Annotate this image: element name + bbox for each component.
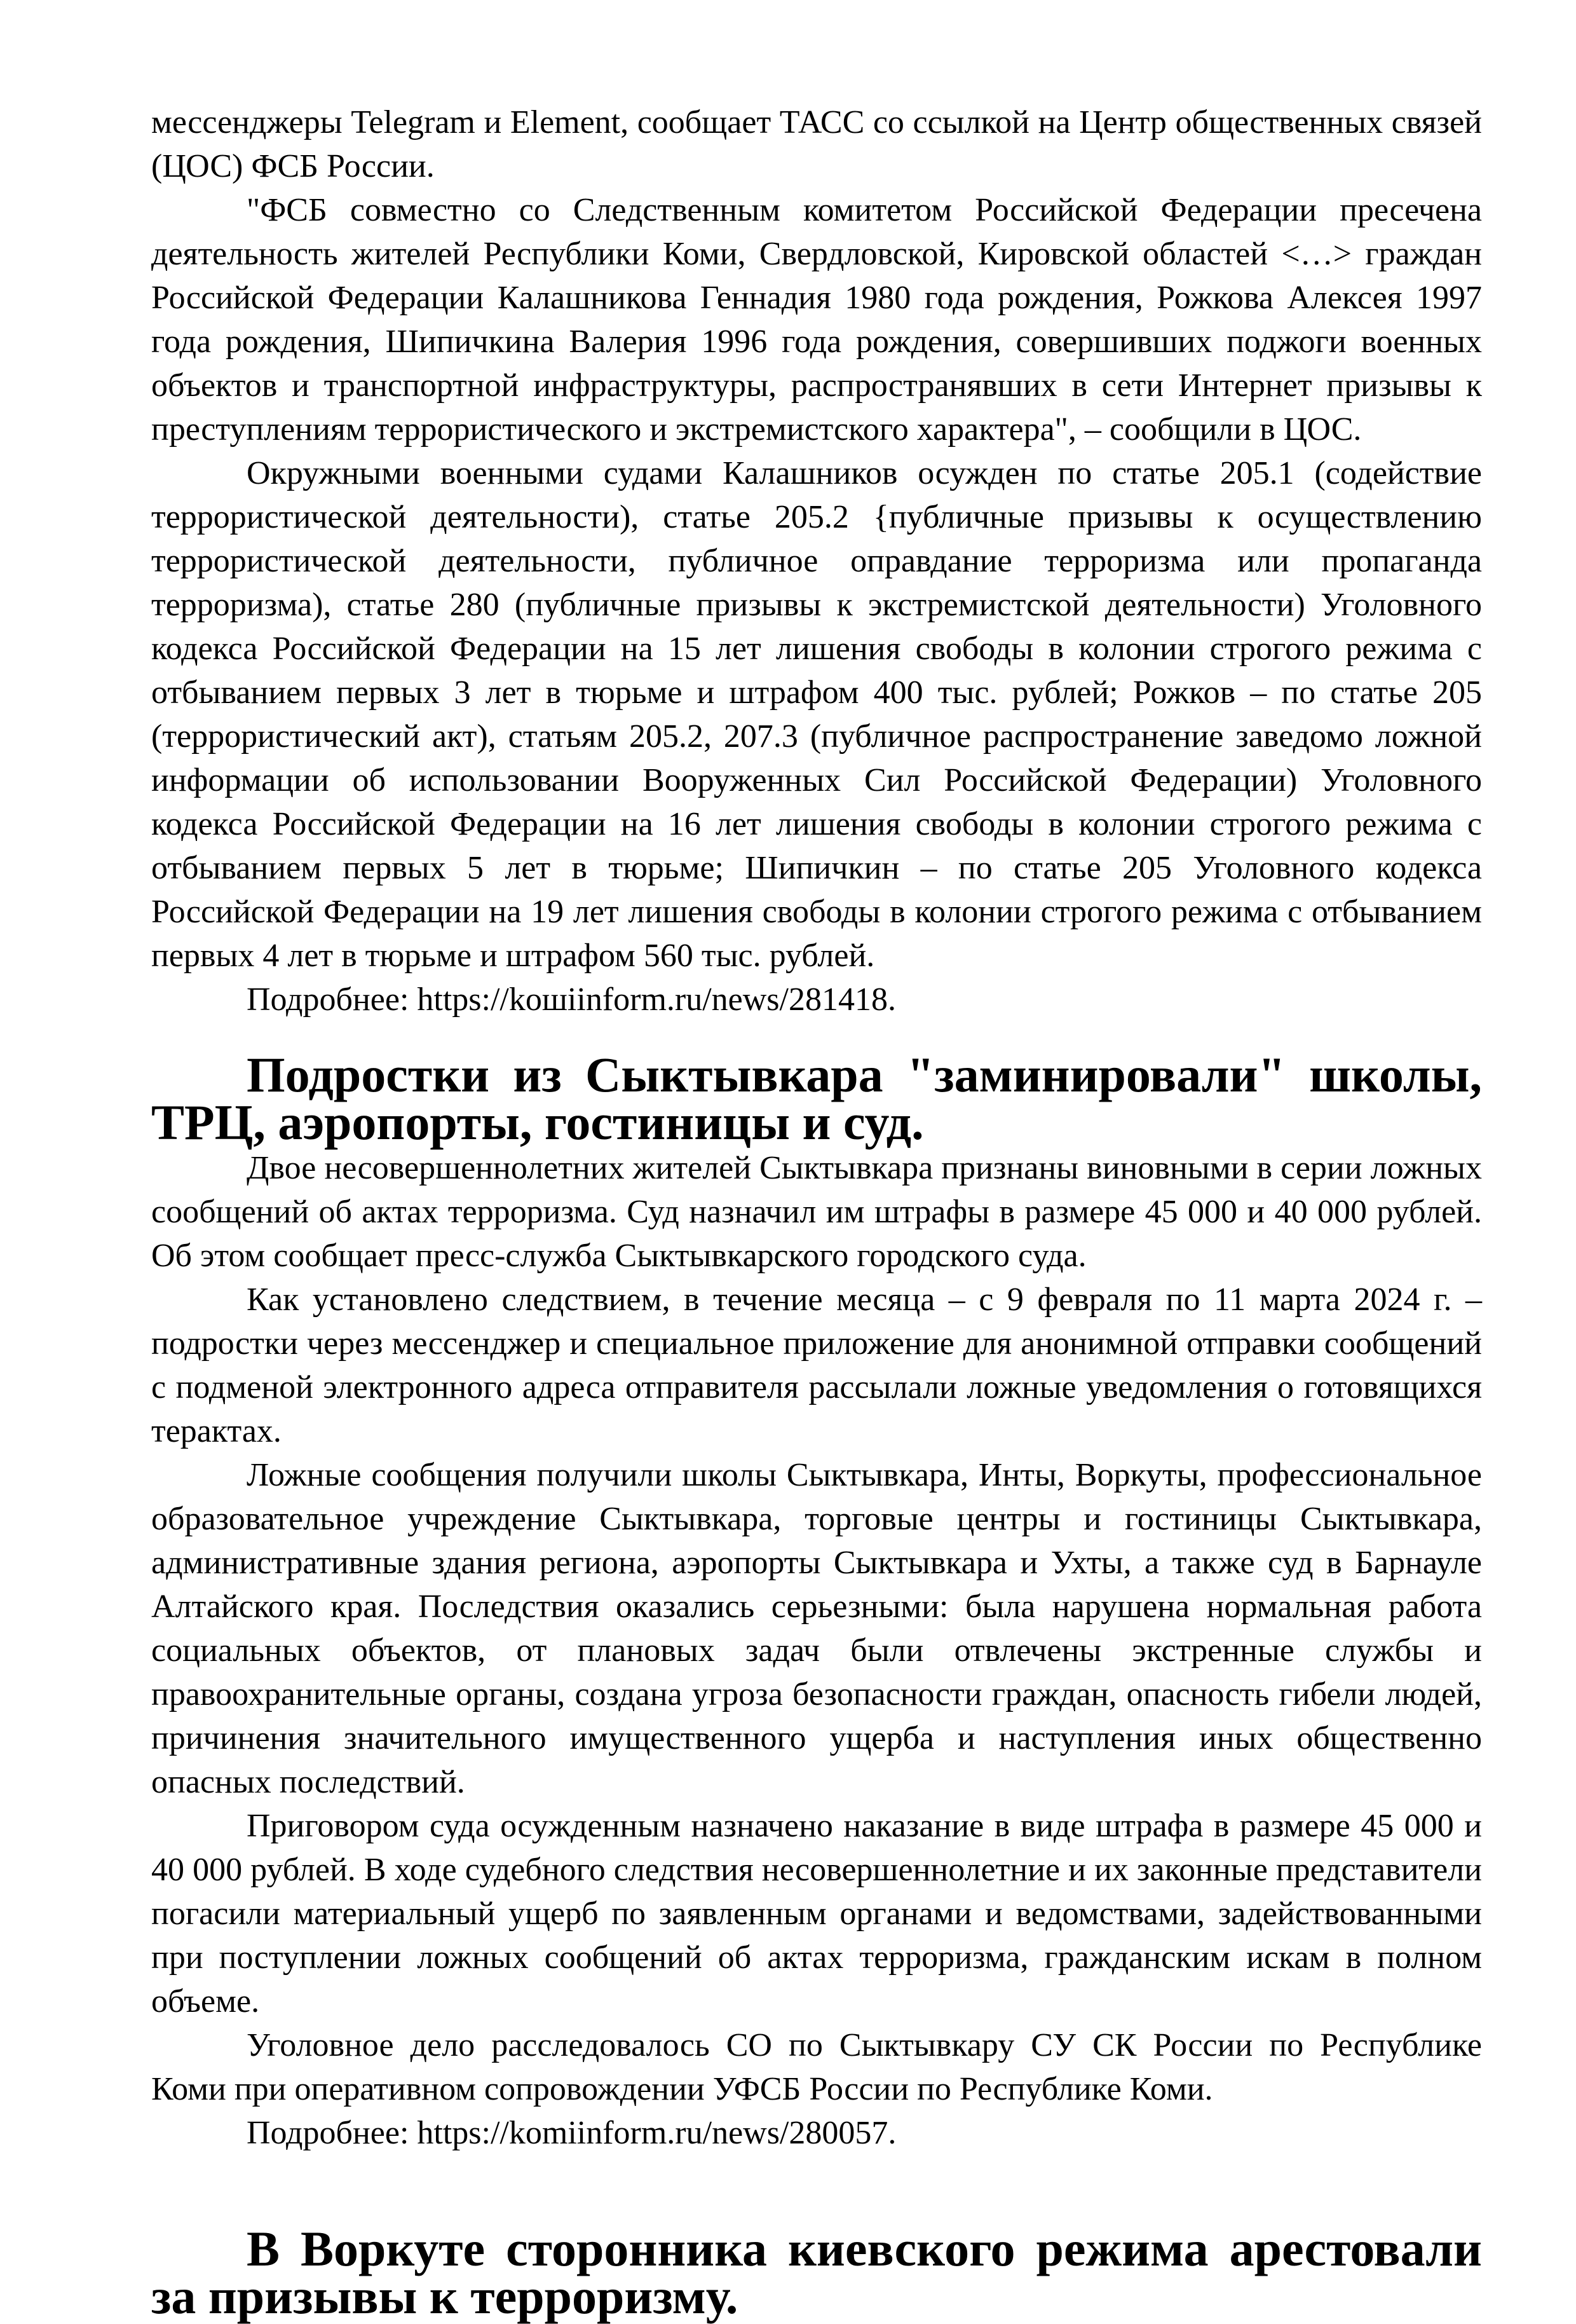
document-page <box>151 100 1482 2324</box>
paragraph-verdict: Приговором суда осужденным назначено наказание в виде штрафа в размере 45 000 и 40 000 рублей. В ходе судебного следствия несовершеннолетние и их законные представители погасили материальный ущерб по заявленным органами и ведомствами, задействованными при поступлении ложных сообщений об актах терроризма, гражданским искам в полном объеме. <box>151 1808 1482 2020</box>
paragraph-investigation: Как установлено следствием, в течение месяца – с 9 февраля по 11 марта 2024 г. – подростки через мессенджер и специальное приложение для анонимной отправки сообщений с подменой электронного адреса отправителя рассылали ложные уведомления о готовящихся терактах. <box>151 1282 1482 1449</box>
more-info-label: Подробнее: <box>247 981 409 1018</box>
paragraph-teenagers-guilty: Двое несовершеннолетних жителей Сыктывкара признаны виновными в серии ложных сообщений об актах терроризма. Суд назначил им штрафы в размере 45 000 и 40 000 рублей. Об этом сообщает пресс-служба Сыктывкарского городского суда. <box>151 1150 1482 1274</box>
paragraph-false-messages: Ложные сообщения получили школы Сыктывкара, Инты, Воркуты, профессиональное образовательное учреждение Сыктывкара, торговые центры и гостиницы Сыктывкара, административные здания региона, аэропорты Сыктывкара и Ухты, а также суд в Барнауле Алтайского края. Последствия оказались серьезными: была нарушена нормальная работа социальных объектов, от плановых задач были отвлечены экстренные службы и правоохранительные органы, создана угроза безопасности граждан, опасность гибели людей, причинения значительного имущественного ущерба и наступления иных общественно опасных последствий. <box>151 1457 1482 1800</box>
paragraph-tass-source: мессенджеры Telegram и Element, сообщает ТАСС со ссылкой на Центр общественных связей (ЦОС) ФСБ России. <box>151 104 1482 184</box>
more-info-label: Подробнее: <box>247 2115 409 2151</box>
news-link-281418[interactable]: https://koшiinform.ru/news/281418. <box>417 981 896 1018</box>
paragraph-fsb-quote: "ФСБ совместно со Следственным комитетом Российской Федерации пресечена деятельность жителей Республики Коми, Свердловской, Кировской областей <…> граждан Российской Федерации Калашникова Геннадия 1980 года рождения, Рожкова Алексея 1997 года рождения, Шипичкина Валерия 1996 года рождения, совершивших поджоги военных объектов и транспортной инфраструктуры, распространявших в сети Интернет призывы к преступлениям террористического и экстремистского характера", – сообщили в ЦОС. <box>151 192 1482 448</box>
article-heading-vorkuta: В Воркуте сторонника киевского режима арестовали за призывы к терроризму. <box>151 2221 1482 2324</box>
article-heading-teenagers: Подростки из Сыктывкара "заминировали" школы, ТРЦ, аэропорты, гостиницы и суд. <box>151 1047 1482 1150</box>
news-link-280057[interactable]: https://komiinform.ru/news/280057. <box>417 2115 897 2151</box>
more-info-line-2 <box>151 2111 1482 2155</box>
paragraph-sentences: Окружными военными судами Калашников осужден по статье 205.1 (содействие террористической деятельности), статье 205.2 {публичные призывы к осуществлению террористической деятельности, публичное оправдание терроризма или пропаганда терроризма), статье 280 (публичные призывы к экстремистской деятельности) Уголовного кодекса Российской Федерации на 15 лет лишения свободы в колонии строгого режима с отбыванием первых 3 лет в тюрьме и штрафом 400 тыс. рублей; Рожков – по статье 205 (террористический акт), статьям 205.2, 207.3 (публичное распространение заведомо ложной информации об использовании Вооруженных Сил Российской Федерации) Уголовного кодекса Российской Федерации на 16 лет лишения свободы в колонии строгого режима с отбыванием первых 5 лет в тюрьме; Шипичкин – по статье 205 Уголовного кодекса Российской Федерации на 19 лет лишения свободы в колонии строгого режима с отбыванием первых 4 лет в тюрьме и штрафом 560 тыс. рублей. <box>151 455 1482 974</box>
paragraph-criminal-case: Уголовное дело расследовалось СО по Сыктывкару СУ СК России по Республике Коми при оперативном сопровождении УФСБ России по Республике Коми. <box>151 2027 1482 2107</box>
more-info-line-1 <box>151 978 1482 1022</box>
